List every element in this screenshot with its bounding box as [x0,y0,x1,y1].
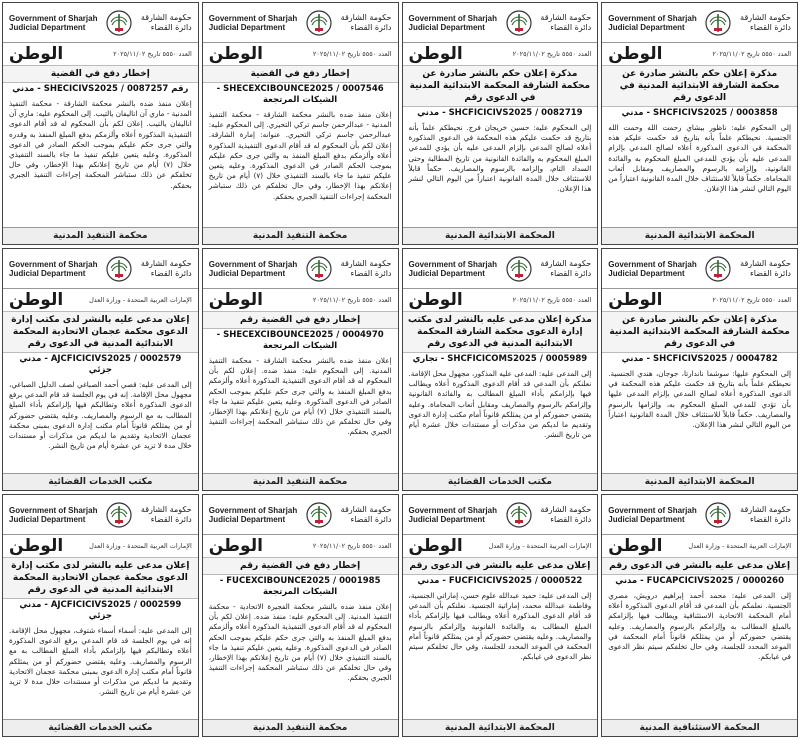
notice-body: إعلان منفذ ضده بالنشر محكمة الشارقة - محكمة التنفيذ المدنية - عبدالرحمن جاسم تركي التحيري. إلى المحكوم عليه: عبدالرحمن جاسم تركي التحيري. عنوانه: إمارة الشارقة. إعلان لكم بأن المحكوم له قد أقام الدعوى التنفيذية المذكورة أعلاه وألزمكم بدفع المبلغ المنفذ به والتي جرى حكم عليكم بموجب الحكم الصادر في الدعوى المذكورة. وعليه يتعين عليكم تنفيذ ما جاء بالسند التنفيذي خلال (٧) أيام من تاريخ إعلانكم بهذا الإخطار، وفي حال تخلفكم عن ذلك ستباشر المحكمة إجراءات التنفيذ الجبري بحقكم. [208,110,392,201]
notice-header [403,495,598,535]
header-arabic [341,505,392,525]
header-arabic [740,259,791,279]
header-english [9,260,97,278]
notice-title: مذكرة إعلان مدعى عليه بالنشر لدى مكتب إدارة الدعوى محكمة الشارقة المحكمة الابتدائية المدنية في الدعوى رقم [403,311,598,353]
header-english [9,506,97,524]
header-ar-line2: دائرة القضاء [350,268,392,278]
issue-line: العدد ٥٥٥٠ تاريخ ٢٠٢٥/١١/٠٢ [712,50,791,58]
header-english [209,14,297,32]
header-en-line2: Judicial Department [208,22,286,32]
issue-line: الإمارات العربية المتحدة - وزارة العدل [89,296,192,304]
header-en-line1: Government of Sharjah [9,505,98,515]
header-english [608,260,696,278]
issue-line: العدد ٥٥٥٠ تاريخ ٢٠٢٥/١١/٠٢ [312,50,392,58]
header-ar-line2: دائرة القضاء [749,268,791,278]
header-arabic [141,505,192,525]
issue-line: العدد ٥٥٥٠ تاريخ ٢٠٢٥/١١/٠٢ [512,50,592,58]
header-ar-line1: حكومة الشارقة [740,258,791,268]
issue-line: العدد ٥٥٥٠ تاريخ ٢٠٢٥/١١/٠٢ [312,296,392,304]
header-english [9,14,97,32]
header-ar-line2: دائرة القضاء [550,268,592,278]
header-ar-line2: دائرة القضاء [749,22,791,32]
issue-line: العدد ٥٥٥٠ تاريخ ٢٠٢٥/١١/٠٢ [712,296,791,304]
header-en-line2: Judicial Department [608,22,685,32]
court-notice [601,248,798,491]
header-ar-line1: حكومة الشارقة [540,258,592,268]
court-notice [402,494,599,737]
notice-footer: محكمة التنفيذ المدنية [203,719,398,736]
header-english [608,14,696,32]
header-ar-line2: دائرة القضاء [150,268,192,278]
header-en-line2: Judicial Department [408,268,485,278]
notice-title: إخطار دفع في القضية رقم [203,557,398,575]
sharjah-emblem-icon [305,255,333,283]
header-ar-line1: حكومة الشارقة [140,12,192,22]
notice-body: إلى المدعى عليه: أسماء أسماء شتوف، مجهول محل الإقامة. إنه في يوم الجلسة قد قام المدعي برفع الدعوى المذكورة أعلاه وتطالبكم فيها بإلزامكم بأداء المبلغ المطالب به مع الرسوم والمصاريف. وعليه يقتضي حضوركم أو من يمثلكم قانوناً أمام مكتب إدارة الدعوى بمبنى محكمة عجمان الاتحادية وتقديم ما لديكم من مذكرات أو مستندات خلال مدة لا تزيد عن عشرة أيام من تاريخ النشر. [9,626,192,697]
header-en-line2: Judicial Department [408,22,485,32]
header-english [409,14,497,32]
notice-title: إعلان مدعى عليه بالنشر في الدعوى رقم [403,557,598,575]
header-ar-line1: حكومة الشارقة [140,258,192,268]
header-en-line2: Judicial Department [208,268,286,278]
sharjah-emblem-icon [704,255,732,283]
header-en-line2: Judicial Department [9,22,86,32]
issue-line: الإمارات العربية المتحدة - وزارة العدل [688,542,791,550]
newspaper-brand: الوطن [208,536,263,556]
header-en-line1: Government of Sharjah [408,505,497,515]
court-notice [2,248,199,491]
header-ar-line2: دائرة القضاء [550,22,592,32]
notice-case-number: رقم SHECICIVS2025 / 0087257 - مدني [12,84,189,94]
header-en-line2: Judicial Department [208,514,286,524]
notice-body: إلى المدعى عليه: حميد عبدالله علوم حسن، إماراتي الجنسية، وفاطمة عبدالله محمد، إماراتية الجنسية. نعلنكم بأن المدعي قد أقام الدعوى المذكورة أعلاه ويطالب فيها بإلزامكم بأداء المبلغ المطالب به والفائدة القانونية وإلزامكم بالرسوم والمصاريف. وعليه يقتضي حضوركم أو من يمثلكم قانوناً أمام المحكمة في الموعد المحدد للجلسة، وفي حال تخلفكم سيتم نظر الدعوى في غيابكم. [408,591,592,662]
header-ar-line1: حكومة الشارقة [540,12,592,22]
court-notice [601,2,798,245]
notice-case-number: SHCFICIVS2025 / 0004782 - مدني [621,354,778,364]
court-notice [601,494,798,737]
header-en-line1: Government of Sharjah [9,259,98,269]
notice-title: إخطار دفع في القضية [3,65,198,83]
header-en-line1: Government of Sharjah [208,13,298,23]
notice-case-number: FUCFICICIVS2025 / 0000522 - مدني [417,576,583,586]
court-notice [2,494,199,737]
issue-line: الإمارات العربية المتحدة - وزارة العدل [488,542,592,550]
header-en-line1: Government of Sharjah [408,259,497,269]
sharjah-emblem-icon [305,501,333,529]
sharjah-emblem-icon [305,9,333,37]
court-notice [402,248,599,491]
notice-footer: مكتب الخدمات القضائية [403,473,598,490]
header-en-line1: Government of Sharjah [608,13,697,23]
header-ar-line1: حكومة الشارقة [340,504,392,514]
sharjah-emblem-icon [505,9,533,37]
notice-case-number: SHCFICIVS2025 / 0003858 - مدني [621,108,778,118]
sharjah-emblem-icon [105,9,133,37]
notice-body: إلى المحكوم عليه: حسين خريجان فرج. نحيطكم علماً بأنه بتاريخ قد حكمت عليكم هذه المحكمة في الدعوى المذكورة أعلاه لصالح المدعي بإلزام المدعى عليه بأن يؤدي للمدعي المبلغ المحكوم به والفائدة القانونية من تاريخ المطالبة وحتى السداد التام، وإلزامه بالرسوم والمصاريف. حكماً قابلاً للاستئناف خلال المدة القانونية اعتباراً من اليوم التالي لنشر هذا الإعلان. [408,123,592,194]
header-english [608,506,696,524]
newspaper-brand: الوطن [9,536,64,556]
notice-case-number: SHCFICICIVS2025 / 0082719 - مدني [417,108,583,118]
header-en-line2: Judicial Department [9,268,86,278]
header-ar-line2: دائرة القضاء [350,22,392,32]
header-en-line1: Government of Sharjah [608,259,697,269]
notice-body: إعلان منفذ ضده بالنشر محكمة الفجيرة الاتحادية - محكمة التنفيذ المدنية. إلى المحكوم عليه: منفذ ضده. إعلان لكم بأن المحكوم له قد أقام الدعوى التنفيذية المذكورة أعلاه وألزمكم بدفع المبلغ المنفذ به والتي جرى حكم عليكم بموجب الحكم الصادر في الدعوى المذكورة. وعليه يتعين عليكم تنفيذ ما جاء بالسند التنفيذي خلال (٧) أيام من تاريخ إعلانكم بهذا الإخطار، وفي حال تخلفكم عن ذلك ستباشر المحكمة إجراءات التنفيذ الجبري بحقكم. [208,602,392,683]
newspaper-brand: الوطن [9,44,64,64]
sharjah-emblem-icon [105,501,133,529]
brand-row [3,43,198,65]
notice-body: إلى المحكوم عليها: سوشما ناندارتا، جوجان، هندي الجنسية. نحيطكم علماً بأنه بتاريخ قد حكمت عليكم هذه المحكمة في الدعوى المذكورة أعلاه لصالح المدعي بإلزام المدعى عليها بأن تؤدي للمدعي المبلغ المحكوم به، وإلزامها بالرسوم والمصاريف. حكماً قابلاً للاستئناف خلال المدة القانونية اعتباراً من اليوم التالي لنشر هذا الإعلان. [608,369,791,430]
notice-case-number: AJCFICICIVS2025 / 0002599 - مدني جزئي [19,600,182,621]
header-arabic [540,259,591,279]
header-ar-line1: حكومة الشارقة [340,12,392,22]
header-arabic [141,13,192,33]
header-arabic [740,13,791,33]
brand-row [203,289,398,311]
court-notice [2,2,199,245]
court-notice [202,248,399,491]
notice-title: إخطار دفع في القضية [203,65,398,83]
header-english [209,260,297,278]
newspaper-brand: الوطن [608,44,663,64]
header-ar-line1: حكومة الشارقة [740,12,791,22]
notice-footer: محكمة التنفيذ المدنية [203,473,398,490]
notice-footer: محكمة التنفيذ المدنية [203,227,398,244]
notice-title: إعلان مدعى عليه بالنشر لدى مكتب إدارة الدعوى محكمة عجمان الاتحادية المحكمة الابتدائية المدنية في الدعوى رقم [3,311,198,353]
notice-header [3,3,198,43]
header-english [209,506,297,524]
header-ar-line1: حكومة الشارقة [340,258,392,268]
newspaper-brand: الوطن [408,536,463,556]
brand-row [403,43,598,65]
header-en-line1: Government of Sharjah [208,505,298,515]
notice-header [3,495,198,535]
brand-row [602,289,797,311]
notice-case-number: SHECEXCIBOUNCE2025 / 0007546 - الشيكات المرتجعة [216,84,384,105]
notice-header [403,3,598,43]
header-arabic [540,13,591,33]
header-en-line1: Government of Sharjah [408,13,497,23]
notices-grid [2,2,798,737]
notice-header [203,249,398,289]
notice-body: إلى المدعى عليه: محمد أحمد إبراهيم درويش، مصري الجنسية. نعلمكم بأن المدعي قد أقام الدعوى المذكورة أعلاه أمام المحكمة الاتحادية الاستئنافية ويطالب فيها بإلزامكم بالمبلغ المطالب به وإلزامكم بالرسوم والمصاريف. وعليه يقتضي حضوركم أو من يمثلكم قانوناً أمام المحكمة في الموعد المحدد للجلسة، وفي حال تخلفكم سيتم نظر الدعوى في غيابكم. [608,591,791,662]
newspaper-brand: الوطن [408,290,463,310]
notice-footer: المحكمة الابتدائية المدنية [602,227,797,244]
issue-line: العدد ٥٥٥٠ تاريخ ٢٠٢٥/١١/٠٢ [312,542,392,550]
header-en-line1: Government of Sharjah [608,505,697,515]
notice-header [403,249,598,289]
notice-title: مذكرة إعلان حكم بالنشر صادرة عن محكمة الشارقة المحكمة الابتدائية المدنية في الدعوى رقم [403,65,598,107]
court-notice [202,494,399,737]
brand-row [403,535,598,557]
notice-title: إعلان مدعى عليه بالنشر في الدعوى رقم [602,557,797,575]
notice-body: إعلان منفذ ضده بالنشر محكمة الشارقة - محكمة التنفيذ المدنية - ماري آن اناليفان يالتيب. إلى المحكوم عليه: ماري آن اناليفان يالتيب. إعلان لكم بأن المحكوم له قد أقام الدعوى التنفيذية المذكورة أعلاه وألزمكم بدفع المبلغ المنفذ به وقدره والتي جرى حكم عليكم بموجب الحكم الصادر في الدعوى المذكورة. وعليه يتعين عليكم تنفيذ ما جاء بالسند التنفيذي خلال (٧) أيام من تاريخ إعلانكم بهذا الإخطار، وفي حال تخلفكم عن ذلك ستباشر المحكمة إجراءات التنفيذ الجبري بحقكم. [9,99,192,190]
notice-footer: المحكمة الابتدائية المدنية [403,227,598,244]
notice-case-number: FUCAPCICIVS2025 / 0000260 - مدني [615,576,784,586]
notice-title: إعلان مدعى عليه بالنشر لدى مكتب إدارة الدعوى محكمة عجمان الاتحادية المحكمة الابتدائية المدنية في الدعوى رقم [3,557,198,599]
court-notice [402,2,599,245]
brand-row [602,535,797,557]
notice-case-number: SHCFICICOMS2025 / 0005989 - تجاري [412,354,588,364]
notice-header [203,495,398,535]
notice-footer: محكمة التنفيذ المدنية [3,227,198,244]
notice-body: إلى المحكوم عليه: ناظور بيشاي رحمت الله وحمت الله الجنسية. نحيطكم علماً بأنه بتاريخ قد حكمت عليكم هذه المحكمة في الدعوى المذكورة أعلاه لصالح المدعي بإلزام المدعى عليه بأن يؤدي للمدعي المبلغ المحكوم به والفائدة القانونية، وإلزامه بالرسوم والمصاريف ومقابل أتعاب المحاماة. حكماً قابلاً للاستئناف خلال المدة القانونية اعتباراً من اليوم التالي لنشر هذا الإعلان. [608,123,791,194]
newspaper-brand: الوطن [208,44,263,64]
header-ar-line1: حكومة الشارقة [740,504,791,514]
header-arabic [341,13,392,33]
notice-header [203,3,398,43]
court-notice [202,2,399,245]
header-ar-line2: دائرة القضاء [749,514,791,524]
brand-row [602,43,797,65]
newspaper-brand: الوطن [608,290,663,310]
newspaper-brand: الوطن [408,44,463,64]
header-arabic [540,505,591,525]
sharjah-emblem-icon [704,501,732,529]
header-ar-line2: دائرة القضاء [350,514,392,524]
issue-line: العدد ٥٥٥٠ تاريخ ٢٠٢٥/١١/٠٢ [113,50,192,58]
header-en-line2: Judicial Department [9,514,86,524]
sharjah-emblem-icon [505,501,533,529]
notice-title: مذكرة إعلان حكم بالنشر صادرة عن محكمة الشارقة الابتدائية المدنية في الدعوى رقم [602,65,797,107]
brand-row [203,535,398,557]
sharjah-emblem-icon [704,9,732,37]
header-arabic [341,259,392,279]
header-en-line2: Judicial Department [408,514,485,524]
brand-row [3,535,198,557]
header-english [409,506,497,524]
sharjah-emblem-icon [105,255,133,283]
notice-header [602,249,797,289]
notice-title: إخطار دفع في القضية رقم [203,311,398,329]
notice-header [602,3,797,43]
notice-footer: مكتب الخدمات القضائية [3,473,198,490]
notice-body: إلى المدعى عليه: المدعى عليه المذكور، مجهول محل الإقامة. نعلنكم بأن المدعي قد أقام الدعوى المذكورة أعلاه ويطالب فيها بإلزامكم بأداء المبلغ المطالب به والفائدة القانونية وإلزامكم بالرسوم والمصاريف ومقابل أتعاب المحاماة. وعليه يقتضي حضوركم أو من يمثلكم قانوناً أمام مكتب إدارة الدعوى وتقديم ما لديكم من مذكرات أو مستندات خلال عشرة أيام من تاريخ النشر. [408,369,592,440]
issue-line: العدد ٥٥٥٠ تاريخ ٢٠٢٥/١١/٠٢ [512,296,592,304]
notice-case-number: SHECEXCIBOUNCE2025 / 0004970 - الشيكات المرتجعة [216,330,384,351]
brand-row [403,289,598,311]
newspaper-brand: الوطن [208,290,263,310]
notice-body: إعلان منفذ ضده بالنشر محكمة الشارقة - محكمة التنفيذ المدنية. إلى المحكوم عليه: منفذ ضده. إعلان لكم بأن المحكوم له قد أقام الدعوى التنفيذية المذكورة أعلاه وألزمكم بدفع المبلغ المنفذ به والتي جرى حكم عليكم بموجب الحكم الصادر في الدعوى المذكورة. وعليه يتعين عليكم تنفيذ ما جاء بالسند التنفيذي خلال (٧) أيام من تاريخ إعلانكم بهذا الإخطار، وفي حال تخلفكم عن ذلك ستباشر المحكمة إجراءات التنفيذ الجبري بحقكم. [208,356,392,437]
sharjah-emblem-icon [505,255,533,283]
header-ar-line2: دائرة القضاء [150,22,192,32]
notice-header [3,249,198,289]
issue-line: الإمارات العربية المتحدة - وزارة العدل [89,542,192,550]
header-english [409,260,497,278]
notice-footer: مكتب الخدمات القضائية [3,719,198,736]
header-en-line1: Government of Sharjah [9,13,98,23]
brand-row [203,43,398,65]
notice-case-number: AJCFICICIVS2025 / 0002579 - مدني جزئي [19,354,182,375]
header-ar-line1: حكومة الشارقة [540,504,592,514]
header-en-line1: Government of Sharjah [208,259,298,269]
notice-title: مذكرة إعلان حكم بالنشر صادرة عن محكمة الشارقة المحكمة الابتدائية المدنية في الدعوى رقم [602,311,797,353]
brand-row [3,289,198,311]
newspaper-brand: الوطن [9,290,64,310]
notice-header [602,495,797,535]
newspaper-brand: الوطن [608,536,663,556]
notice-footer: المحكمة الابتدائية المدنية [602,473,797,490]
notice-footer: المحكمة الاستئنافية المدنية [602,719,797,736]
header-ar-line2: دائرة القضاء [550,514,592,524]
header-ar-line1: حكومة الشارقة [140,504,192,514]
notice-body: إلى المدعى عليه: قصي أحمد الصباغي لصف الدليل الصباغي، مجهول محل الإقامة. إنه في يوم الجلسة قد قام المدعي برفع الدعوى المذكورة أعلاه وتطالبكم فيها بإلزامكم بأداء المبلغ المطالب به مع الرسوم والمصاريف. وعليه يقتضي حضوركم أو من يمثلكم قانوناً أمام مكتب إدارة الدعوى بمبنى محكمة عجمان الاتحادية وتقديم ما لديكم من مذكرات أو مستندات خلال مدة لا تزيد عن عشرة أيام من تاريخ النشر. [9,380,192,451]
notice-footer: المحكمة الابتدائية المدنية [403,719,598,736]
header-arabic [740,505,791,525]
header-ar-line2: دائرة القضاء [150,514,192,524]
header-en-line2: Judicial Department [608,268,685,278]
header-en-line2: Judicial Department [608,514,685,524]
notice-case-number: FUCEXCIBOUNCE2025 / 0001985 - الشيكات المرتجعة [219,576,381,597]
header-arabic [141,259,192,279]
